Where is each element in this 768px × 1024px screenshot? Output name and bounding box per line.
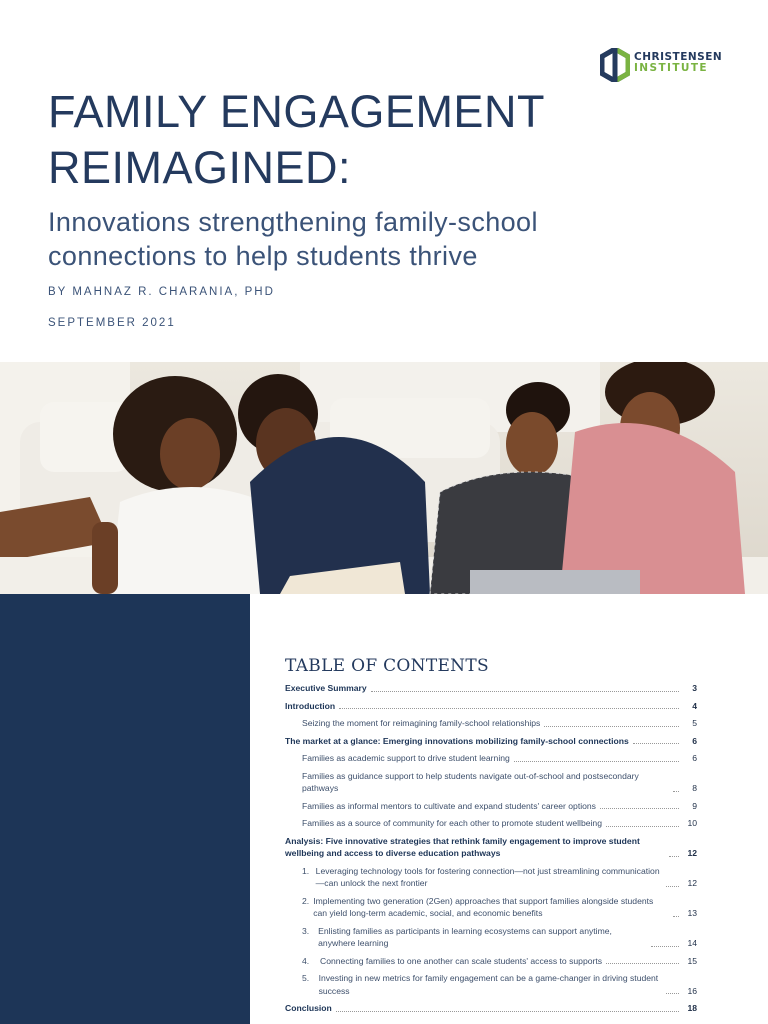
- toc-entry-page: 12: [687, 848, 697, 858]
- toc-entry-label: Investing in new metrics for family engagement can be a game-changer in driving student success: [318, 973, 659, 996]
- toc-entry-page: 14: [687, 938, 697, 948]
- title-line1: FAMILY ENGAGEMENT: [48, 86, 545, 137]
- logo-line1: CHRISTENSEN: [634, 51, 723, 63]
- toc-entry-label: Families as informal mentors to cultivate and expand students' career options: [302, 800, 596, 811]
- toc-entry-page: 9: [692, 800, 697, 811]
- toc-entry[interactable]: [285, 770, 697, 795]
- toc-entry-label: Introduction: [285, 700, 336, 711]
- toc-entry-page: 13: [687, 908, 697, 918]
- logo-line2: INSTITUTE: [634, 62, 708, 74]
- toc-entry-label: Implementing two generation (2Gen) approaches that support families alongside students can yield long-term academic, social, and economic benefits: [313, 895, 654, 918]
- subtitle-line2: connections to help students thrive: [48, 241, 478, 271]
- toc-entry-page: 4: [692, 700, 697, 711]
- toc-entry[interactable]: [285, 700, 697, 713]
- subtitle-line1: Innovations strengthening family-school: [48, 207, 538, 237]
- toc-leader: [673, 791, 679, 792]
- author-byline: BY MAHNAZ R. CHARANIA, PHD: [48, 286, 275, 298]
- toc-entry-number: 1.: [302, 865, 310, 876]
- toc-entry-page: 8: [692, 783, 697, 793]
- toc-entry[interactable]: [285, 925, 697, 950]
- toc-entry[interactable]: [285, 1002, 697, 1015]
- toc-entry[interactable]: [285, 717, 697, 730]
- toc-entry-page: 15: [687, 955, 697, 966]
- toc-entry-label: Seizing the moment for reimagining family-school relationships: [302, 718, 541, 728]
- toc-entry-page: 16: [687, 985, 697, 996]
- toc-entry[interactable]: [285, 682, 697, 695]
- toc-entry-label: Families as guidance support to help students navigate out-of-school and postsecondary pathways: [302, 770, 639, 793]
- toc-entry[interactable]: [285, 835, 697, 860]
- publication-date: SEPTEMBER 2021: [48, 317, 176, 329]
- toc-heading: TABLE OF CONTENTS: [285, 656, 489, 676]
- toc-entry[interactable]: [285, 955, 697, 968]
- toc-leader: [606, 963, 679, 964]
- report-title: [48, 84, 545, 196]
- toc-leader: [339, 708, 679, 709]
- toc-entry-label: Conclusion: [285, 1003, 332, 1013]
- toc-leader: [669, 856, 679, 857]
- toc-leader: [606, 826, 679, 827]
- toc-entry-page: 18: [687, 1003, 697, 1013]
- toc-entry-label: Families as a source of community for each other to promote student wellbeing: [302, 818, 602, 828]
- toc-entry[interactable]: [285, 865, 697, 890]
- toc-entry-label: Analysis: Five innovative strategies that rethink family engagement to improve student wellbeing and access to diverse education pathways: [285, 835, 640, 858]
- report-subtitle: [48, 205, 688, 273]
- toc-entry[interactable]: [285, 817, 697, 830]
- table-of-contents: [285, 656, 697, 1015]
- toc-entry[interactable]: [285, 972, 697, 997]
- hexagon-logo-icon: [600, 48, 630, 82]
- navy-side-panel: [0, 594, 250, 1024]
- cover-photo-family: [0, 362, 768, 594]
- toc-entry[interactable]: [285, 895, 697, 920]
- toc-entry-number: 3.: [302, 925, 310, 936]
- toc-entry[interactable]: [285, 735, 697, 748]
- toc-entry-label: Connecting families to one another can scale students' access to supports: [320, 955, 603, 966]
- toc-entry-page: 5: [692, 718, 697, 728]
- christensen-institute-logo: [600, 48, 730, 84]
- toc-entry-label: The market at a glance: Emerging innovations mobilizing family-school connections: [285, 735, 629, 746]
- toc-entry-page: 12: [687, 878, 697, 888]
- toc-entry-page: 6: [692, 735, 697, 746]
- toc-entry-label: Families as academic support to drive student learning: [302, 753, 510, 763]
- toc-leader: [633, 743, 679, 744]
- toc-leader: [544, 726, 679, 727]
- toc-leader: [673, 916, 679, 917]
- toc-leader: [600, 808, 679, 809]
- toc-leader: [336, 1011, 679, 1012]
- toc-entry-page: 3: [692, 683, 697, 693]
- toc-entry-page: 6: [692, 753, 697, 763]
- toc-entry-page: 10: [687, 818, 697, 828]
- title-line2: REIMAGINED:: [48, 142, 352, 193]
- toc-leader: [666, 886, 679, 887]
- toc-leader: [666, 993, 679, 994]
- toc-leader: [651, 946, 679, 947]
- toc-entry-number: 2.: [302, 895, 310, 906]
- toc-entry-number: 5.: [302, 973, 310, 983]
- toc-leader: [371, 691, 679, 692]
- toc-leader: [514, 761, 679, 762]
- toc-entry[interactable]: [285, 800, 697, 813]
- toc-entry[interactable]: [285, 752, 697, 765]
- toc-entry-label: Executive Summary: [285, 683, 367, 693]
- toc-entry-number: 4.: [302, 955, 310, 966]
- toc-entry-label: Leveraging technology tools for fostering connection—not just streamlining communication—can unlock the next frontier: [315, 865, 660, 888]
- toc-entry-label: Enlisting families as participants in learning ecosystems can support anytime, anywhere learning: [318, 925, 612, 948]
